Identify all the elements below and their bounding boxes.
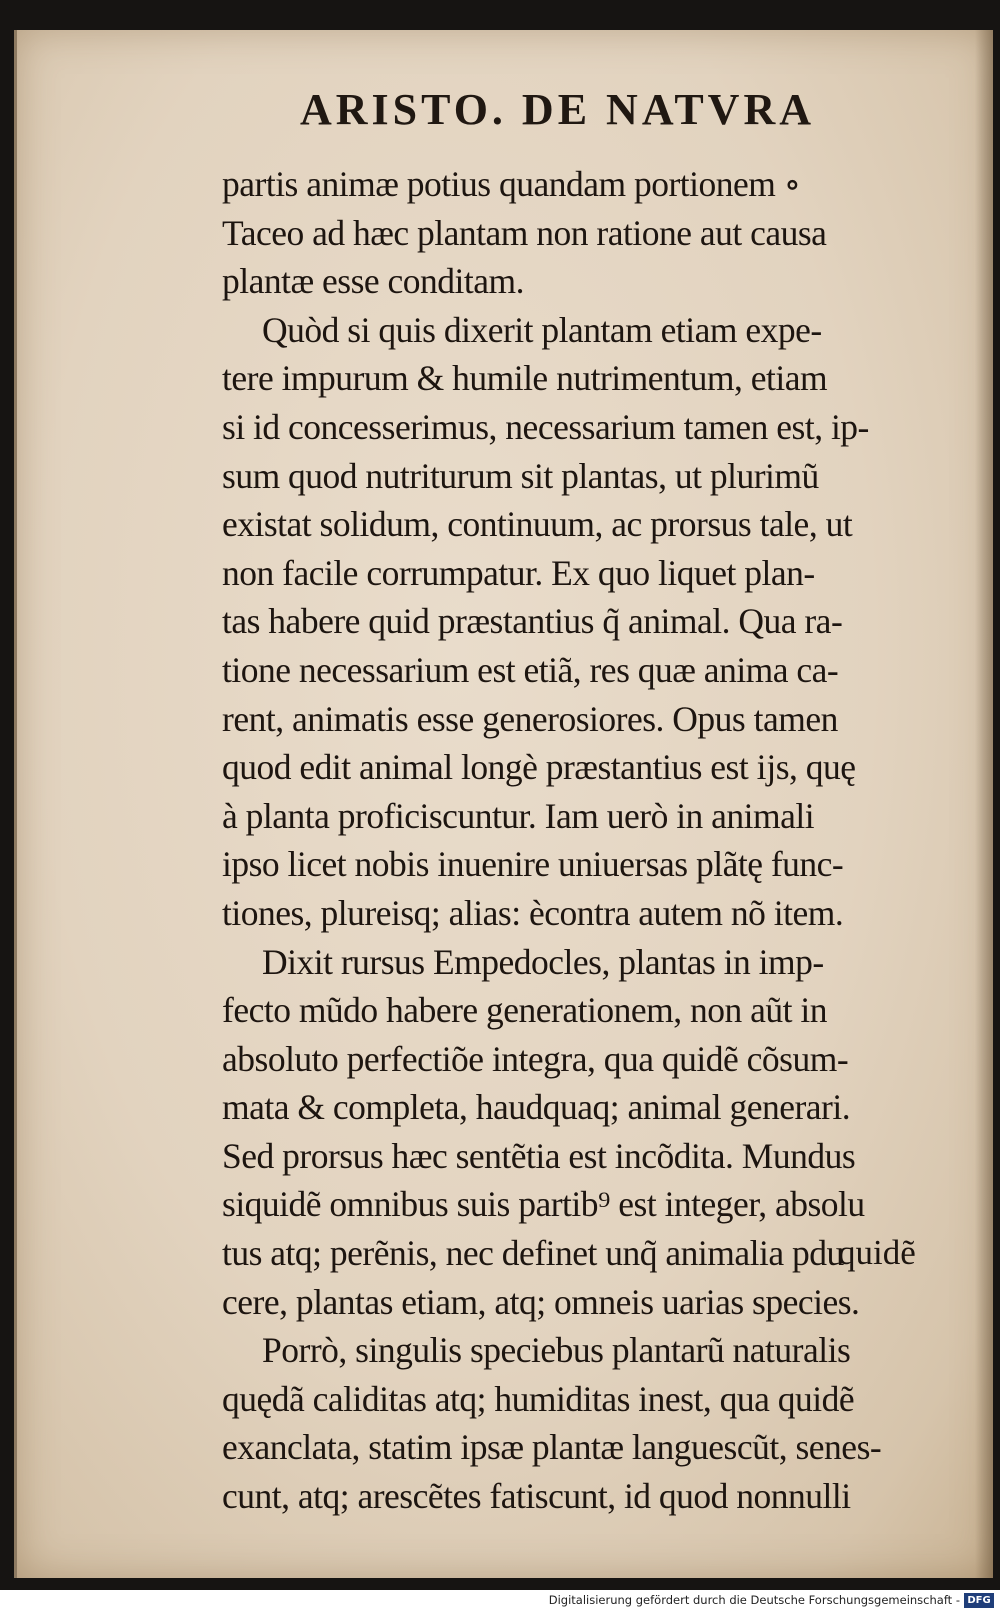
- text-line: siquidẽ omnibus suis partib⁹ est integer, absolu: [222, 1184, 865, 1225]
- text-line: quod edit animal longè præstantius est ĳs, quę: [222, 747, 856, 788]
- catchword: quidẽ: [838, 1233, 916, 1272]
- text-line: quędã caliditas atq; humiditas inest, qua quidẽ: [222, 1378, 855, 1419]
- text-line: tas habere quid præstantius q̃ animal. Qua ra-: [222, 601, 843, 642]
- text-line: tus atq; perẽnis, nec definet unq̃ animalia pdu: [222, 1233, 844, 1274]
- text-line: existat solidum, continuum, ac prorsus tale, ut: [222, 504, 853, 545]
- text-line: Dixit rursus Empedocles, plantas in imp-: [262, 941, 824, 982]
- text-line: mata & completa, haudquaq; animal generari.: [222, 1087, 851, 1128]
- text-line: rent, animatis esse generosiores. Opus tamen: [222, 698, 838, 739]
- dfg-logo-icon: DFG: [964, 1593, 994, 1608]
- text-line: non facile corrumpatur. Ex quo liquet plan-: [222, 552, 815, 593]
- text-line: cunt, atq; arescẽtes fatiscunt, id quod nonnulli: [222, 1476, 851, 1517]
- text-line: partis animæ potius quandam portionem ∘: [222, 164, 801, 204]
- text-line: tione necessarium est etiã, res quæ anima ca-: [222, 649, 839, 690]
- text-line: Taceo ad hæc plantam non ratione aut causa: [222, 212, 827, 253]
- text-line: exanclata, statim ipsæ plantæ languescũt, senes-: [222, 1427, 882, 1468]
- text-line: Quòd si quis dixerit plantam etiam expe-: [262, 309, 822, 350]
- text-line: fecto mũdo habere generationem, non aũt in: [222, 990, 827, 1031]
- text-block: [222, 160, 942, 1521]
- text-line: tiones, plureisq; alias: ècontra autem nõ item.: [222, 892, 844, 933]
- text-line: Sed prorsus hæc sentẽtia est incõdita. Mundus: [222, 1135, 856, 1176]
- text-line: tere impurum & humile nutrimentum, etiam: [222, 358, 828, 399]
- text-line: si id concesserimus, necessarium tamen est, ip-: [222, 406, 869, 447]
- text-line: ipso licet nobis inuenire uniuersas plãtę func-: [222, 844, 844, 885]
- running-head: ARISTO. DE NATVRA: [300, 85, 816, 134]
- digitization-credit: Digitalisierung gefördert durch die Deutsche Forschungsgemeinschaft -: [548, 1593, 960, 1607]
- text-line: sum quod nutriturum sit plantas, ut plurimũ: [222, 455, 819, 496]
- text-line: cere, plantas etiam, atq; omneis uarias species.: [222, 1281, 860, 1322]
- text-line: plantæ esse conditam.: [222, 261, 525, 302]
- text-line: à planta proficiscuntur. Iam uerò in animali: [222, 795, 815, 836]
- text-line: absoluto perfectiõe integra, qua quidẽ cõsum-: [222, 1038, 849, 1079]
- text-line: Porrò, singulis speciebus plantarũ naturalis: [262, 1330, 851, 1371]
